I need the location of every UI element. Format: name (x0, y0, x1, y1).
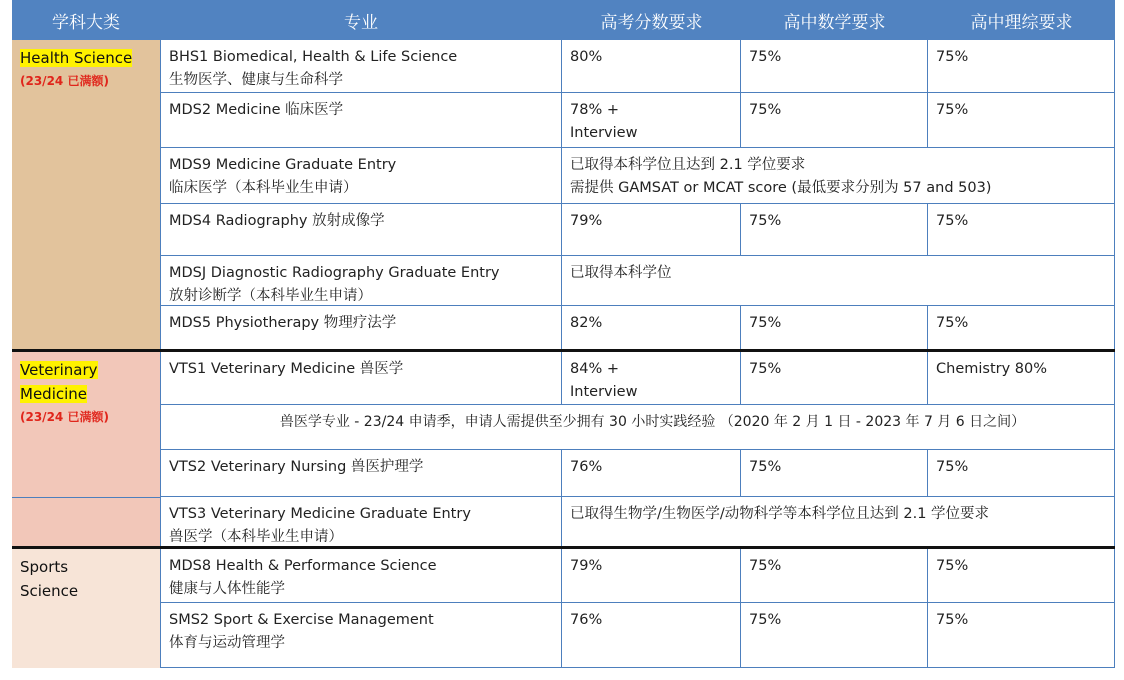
gaokao-cell-mds2: 78% + Interview (562, 93, 741, 148)
category-name: Sports (20, 558, 69, 576)
header-program: 专业 (160, 0, 562, 40)
category-veterinary-medicine (12, 352, 160, 497)
program-cell-mdsj: MDSJ Diagnostic Radiography Graduate Entry 放射诊断学（本科毕业生申请） (160, 256, 562, 306)
program-cell-mds9: MDS9 Medicine Graduate Entry 临床医学（本科毕业生申请） (160, 148, 562, 204)
math-cell-mds4: 75% (741, 204, 928, 256)
program-cell-mds4: MDS4 Radiography 放射成像学 (160, 204, 562, 256)
header-science: 高中理综要求 (928, 0, 1115, 40)
program-cell-vts2: VTS2 Veterinary Nursing 兽医护理学 (160, 450, 562, 497)
header-gaokao: 高考分数要求 (562, 0, 741, 40)
science-cell-mds8: 75% (928, 549, 1115, 603)
category-name-line2: Medicine (20, 385, 88, 403)
category-name-line2: Science (20, 582, 79, 600)
category-veterinary-continued (12, 497, 160, 547)
gaokao-cell-mds5: 82% (562, 306, 741, 350)
program-cell-vts1: VTS1 Veterinary Medicine 兽医学 (160, 352, 562, 405)
category-health-science (12, 40, 160, 350)
category-sports-science (12, 549, 160, 668)
science-cell-bhs1: 75% (928, 40, 1115, 93)
science-cell-vts1: Chemistry 80% (928, 352, 1115, 405)
program-cell-mds8: MDS8 Health & Performance Science 健康与人体性能学 (160, 549, 562, 603)
gaokao-cell-sms2: 76% (562, 603, 741, 668)
gaokao-cell-mds4: 79% (562, 204, 741, 256)
vet-note-cell: 兽医学专业 - 23/24 申请季，申请人需提供至少拥有 30 小时实践经验 （2020 年 2 月 1 日 - 2023 年 7 月 6 日之间） (160, 405, 1115, 450)
header-math: 高中数学要求 (741, 0, 928, 40)
requirement-cell-mds9: 已取得本科学位且达到 2.1 学位要求 需提供 GAMSAT or MCAT score (最低要求分别为 57 and 503) (562, 148, 1115, 204)
science-cell-mds4: 75% (928, 204, 1115, 256)
gaokao-cell-mds8: 79% (562, 549, 741, 603)
gaokao-cell-vts2: 76% (562, 450, 741, 497)
math-cell-vts2: 75% (741, 450, 928, 497)
category-name: Health Science (20, 49, 133, 67)
math-cell-vts1: 75% (741, 352, 928, 405)
program-cell-bhs1: BHS1 Biomedical, Health & Life Science 生物医学、健康与生命科学 (160, 40, 562, 93)
math-cell-sms2: 75% (741, 603, 928, 668)
math-cell-mds5: 75% (741, 306, 928, 350)
science-cell-vts2: 75% (928, 450, 1115, 497)
gaokao-cell-vts1: 84% + Interview (562, 352, 741, 405)
category-note: (23/24 已满额) (20, 410, 109, 424)
program-cell-sms2: SMS2 Sport & Exercise Management 体育与运动管理学 (160, 603, 562, 668)
gaokao-cell-bhs1: 80% (562, 40, 741, 93)
math-cell-bhs1: 75% (741, 40, 928, 93)
category-name: Veterinary (20, 361, 98, 379)
science-cell-mds5: 75% (928, 306, 1115, 350)
math-cell-mds2: 75% (741, 93, 928, 148)
program-cell-mds2: MDS2 Medicine 临床医学 (160, 93, 562, 148)
header-category: 学科大类 (12, 0, 160, 40)
program-cell-vts3: VTS3 Veterinary Medicine Graduate Entry 兽医学（本科毕业生申请） (160, 497, 562, 547)
category-note: (23/24 已满额) (20, 74, 109, 88)
program-cell-mds5: MDS5 Physiotherapy 物理疗法学 (160, 306, 562, 350)
science-cell-sms2: 75% (928, 603, 1115, 668)
math-cell-mds8: 75% (741, 549, 928, 603)
requirement-cell-mdsj: 已取得本科学位 (562, 256, 1115, 306)
science-cell-mds2: 75% (928, 93, 1115, 148)
requirement-cell-vts3: 已取得生物学/生物医学/动物科学等本科学位且达到 2.1 学位要求 (562, 497, 1115, 547)
